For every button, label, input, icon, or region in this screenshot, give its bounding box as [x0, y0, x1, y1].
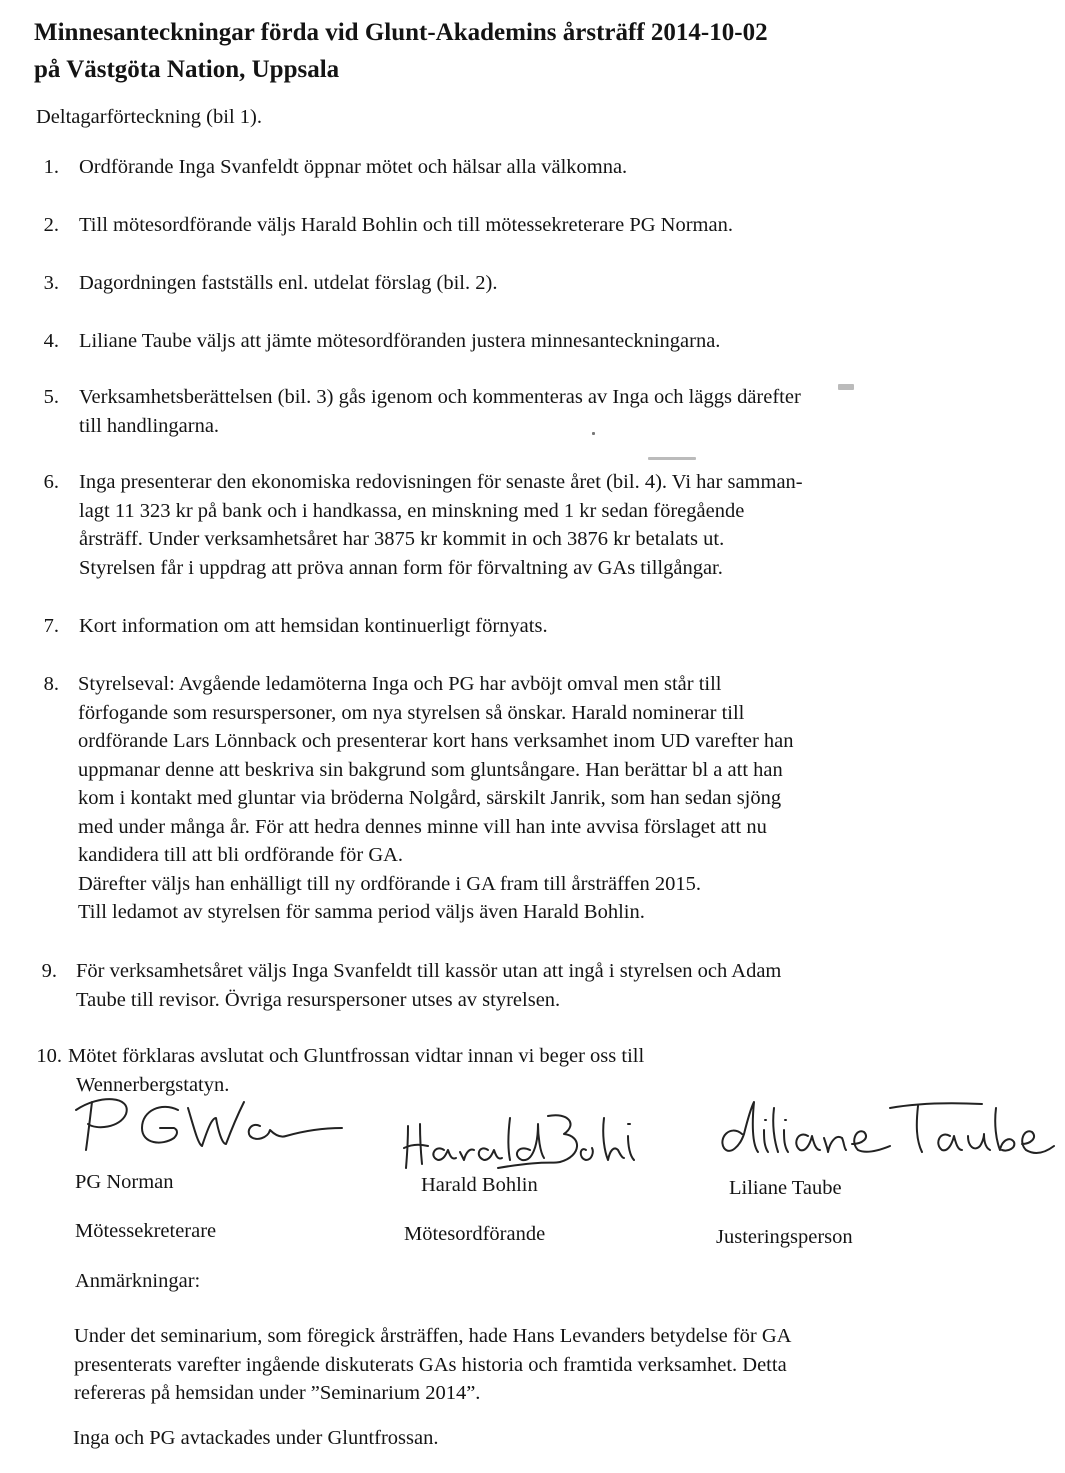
- title-line-1: Minnesanteckningar förda vid Glunt-Akademins årsträff 2014-10-02: [34, 19, 768, 46]
- item-line: kom i kontakt med gluntar via bröderna Nolgård, särskilt Janrik, som han sedan sjöng: [78, 787, 782, 809]
- agenda-item-2: [79, 211, 959, 240]
- item-line: förfogande som resurspersoner, om nya styrelsen så önskar. Harald nominerar till: [78, 701, 745, 724]
- agenda-item-7: [79, 612, 959, 641]
- item-line: till handlingarna.: [79, 414, 220, 437]
- agenda-item-8: [78, 670, 958, 927]
- item-number: 8.: [43, 673, 59, 695]
- agenda-item-9: [76, 957, 956, 1014]
- document-title: [34, 14, 1034, 88]
- signatory-name: Liliane Taube: [729, 1177, 842, 1199]
- item-number: 3.: [43, 272, 59, 294]
- item-line: Mötet förklaras avslutat och Gluntfrossan vidtar innan vi beger oss till: [68, 1045, 645, 1067]
- item-line: Kort information om att hemsidan kontinuerligt förnyats.: [79, 615, 548, 637]
- item-number: 2.: [43, 214, 59, 236]
- item-number: 7.: [43, 615, 59, 637]
- item-number: 4.: [43, 330, 59, 352]
- item-number: 9.: [41, 960, 57, 982]
- item-line: Därefter väljs han enhälligt till ny ordförande i GA fram till årsträffen 2015.: [78, 872, 701, 895]
- item-line: med under många år. För att hedra dennes minne vill han inte avvisa förslaget att nu: [78, 815, 767, 838]
- signatory-role: Mötesordförande: [404, 1223, 546, 1245]
- agenda-item-4: [79, 327, 959, 356]
- item-number: 10.: [36, 1045, 62, 1067]
- signatory-name: PG Norman: [75, 1171, 174, 1193]
- item-line: Inga presenterar den ekonomiska redovisningen för senaste året (bil. 4). Vi har samman-: [79, 471, 803, 493]
- remarks-heading: Anmärkningar:: [75, 1270, 201, 1292]
- signatory-name: Harald Bohlin: [421, 1174, 538, 1196]
- agenda-item-6: [79, 468, 959, 582]
- remarks-paragraph: [74, 1322, 914, 1408]
- signatory-role: Mötessekreterare: [75, 1220, 217, 1242]
- item-line: Wennerbergstatyn.: [76, 1073, 230, 1096]
- scan-speck: [648, 457, 696, 460]
- scan-speck: [838, 384, 854, 390]
- item-line: Dagordningen fastställs enl. utdelat förslag (bil. 2).: [79, 272, 498, 294]
- item-line: Liliane Taube väljs att jämte mötesordföranden justera minnesanteckningarna.: [79, 330, 721, 352]
- signature-liliane-taube: [712, 1094, 1057, 1174]
- remarks-line: Under det seminarium, som föregick årsträffen, hade Hans Levanders betydelse för GA: [74, 1325, 792, 1347]
- item-line: Styrelsen får i uppdrag att pröva annan form för förvaltning av GAs tillgångar.: [79, 556, 723, 579]
- scan-speck: [592, 432, 595, 435]
- item-line: uppmanar denne att beskriva sin bakgrund som gluntsångare. Han berättar bl a att han: [78, 758, 783, 781]
- item-number: 1.: [43, 156, 59, 178]
- item-line: Ordförande Inga Svanfeldt öppnar mötet och hälsar alla välkomna.: [79, 156, 628, 178]
- item-line: Verksamhetsberättelsen (bil. 3) gås igenom och kommenteras av Inga och läggs därefter: [79, 386, 801, 408]
- item-line: lagt 11 323 kr på bank och i handkassa, en minskning med 1 kr sedan föregående: [79, 499, 745, 522]
- item-line: kandidera till att bli ordförande för GA.: [78, 844, 404, 866]
- item-line: För verksamhetsåret väljs Inga Svanfeldt till kassör utan att ingå i styrelsen och Adam: [76, 960, 782, 982]
- item-line: Taube till revisor. Övriga resurspersoner utses av styrelsen.: [76, 988, 561, 1011]
- item-line: Till mötesordförande väljs Harald Bohlin och till mötessekreterare PG Norman.: [79, 214, 733, 236]
- item-number: 5.: [43, 386, 59, 408]
- agenda-item-3: [79, 269, 959, 298]
- item-line: årsträff. Under verksamhetsåret har 3875 kr kommit in och 3876 kr betalats ut.: [79, 528, 725, 550]
- signature-pg-norman: [70, 1088, 350, 1168]
- signatory-role: Justeringsperson: [716, 1226, 853, 1248]
- item-line: ordförande Lars Lönnback och presenterar kort hans verksamhet inom UD varefter han: [78, 730, 794, 752]
- agenda-item-1: [79, 153, 959, 182]
- remarks-line: refereras på hemsidan under ”Seminarium 2014”.: [74, 1382, 481, 1404]
- item-line: Till ledamot av styrelsen för samma period väljs även Harald Bohlin.: [78, 901, 645, 923]
- remarks-line: presenterats varefter ingående diskuterats GAs historia och framtida verksamhet. Detta: [74, 1353, 787, 1376]
- signature-harald-bohlin: [398, 1106, 638, 1176]
- item-line: Styrelseval: Avgående ledamöterna Inga och PG har avböjt omval men står till: [78, 673, 722, 695]
- title-line-2: på Västgöta Nation, Uppsala: [34, 56, 340, 83]
- agenda-item-5: [79, 383, 959, 440]
- item-number: 6.: [43, 471, 59, 493]
- attendance-line: Deltagarförteckning (bil 1).: [36, 106, 262, 128]
- closing-line: Inga och PG avtackades under Gluntfrossan.: [73, 1427, 439, 1449]
